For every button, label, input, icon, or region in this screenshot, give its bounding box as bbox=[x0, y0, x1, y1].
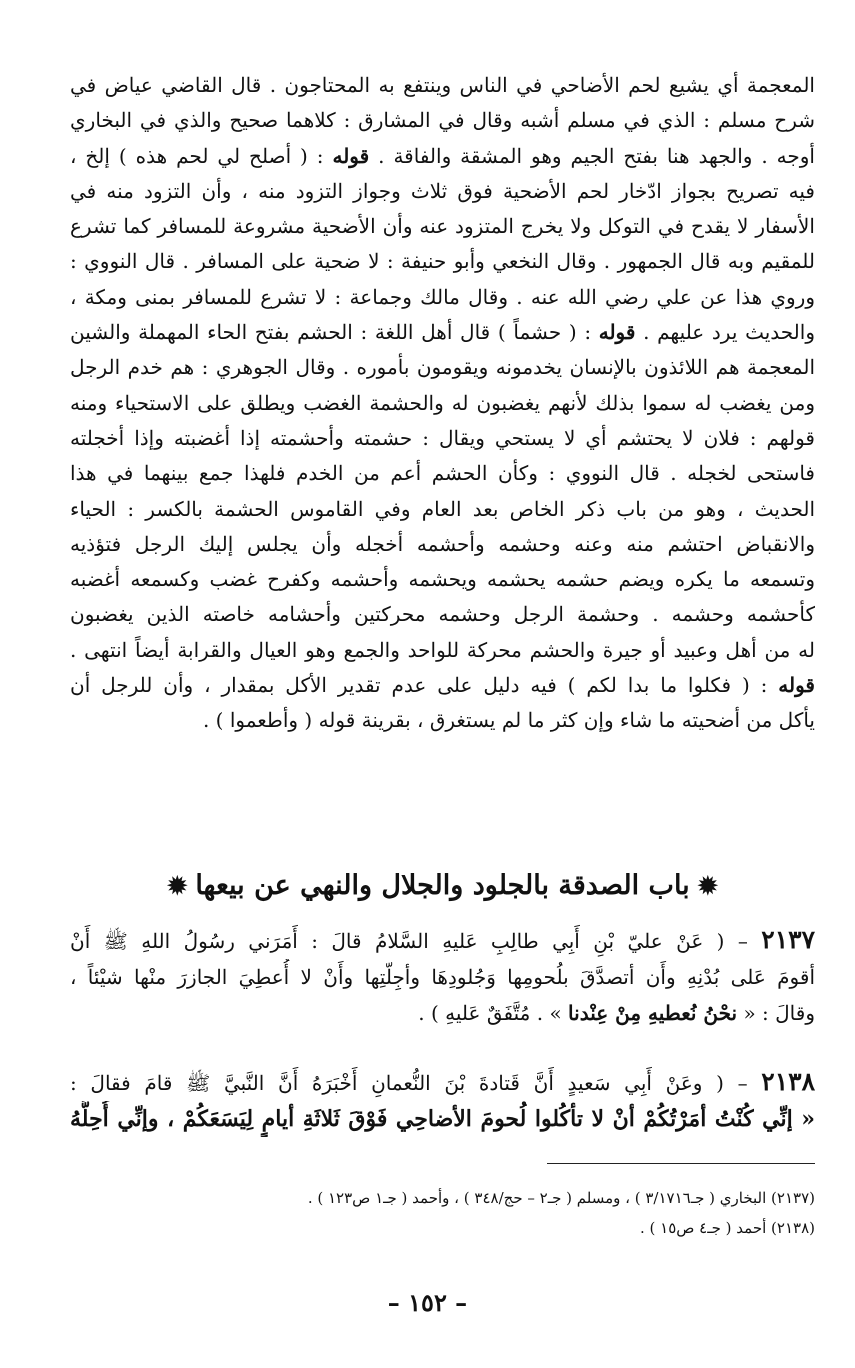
hadith-text: – ( وعَنْ أَبِي سَعيدٍ أَنَّ قَتادةَ بْنَ النُّعمانِ أَخْبَرَهُ أَنَّ النَّبيَّ ﷺ قامَ فقالَ : bbox=[70, 1071, 748, 1095]
star-ornament-icon: ✹ bbox=[167, 871, 188, 900]
hadith-text: – ( عَنْ عليّ بْنِ أَبِي طالِبِ عَليهِ السَّلامُ قالَ : أَمَرَني رسُولُ اللهِ ﷺ أَنْ bbox=[70, 929, 748, 953]
commentary-line: والانقباض احتشم منه وعنه وحشمه وأحشمه أخجله وأن يجلس إليك الرجل فتؤذيه bbox=[70, 531, 815, 556]
commentary-line: المعجمة أي يشيع لحم الأضاحي في الناس وينتفع به المحتاجون . قال القاضي عياض في bbox=[70, 73, 815, 97]
commentary-line: كأحشمه وحشمه . وحشمة الرجل وحشمه محركتين وأحشامه خاصته الذين يغضبون bbox=[70, 602, 815, 627]
keyword-qawluhu: قوله bbox=[332, 143, 370, 168]
hadith-line: أقومَ عَلى بُدْنِهِ وأَن أتصدَّقَ بلُحومِها وَجُلودِهَا وأجِلّتِها وأَنْ لا أُعطِيَ الجازرَ منْها شيْئاً ، bbox=[70, 965, 815, 989]
commentary-line: الأسفار لا يقدح في التوكل ولا يخرج المتزود عنه وأن الأضحية مشروعة للمسافر كما تشرع bbox=[70, 214, 815, 239]
keyword-qawluhu: قوله bbox=[598, 320, 636, 345]
commentary-line: المعجمة هم اللائذون بالإنسان يخدمونه ويقومون بأموره . وقال الجوهري : هم خدم الرجل bbox=[70, 355, 815, 380]
hadith-2138 bbox=[70, 1064, 815, 1137]
footnote: (٢١٣٧) البخاري ( جـ٣/١٧١٦ ) ، ومسلم ( جـ٢ – حج/٣٤٨ ) ، وأحمد ( جـ١ ص١٢٣ ) . bbox=[307, 1189, 815, 1207]
hadith-2137 bbox=[70, 922, 815, 1031]
commentary-text bbox=[70, 68, 815, 739]
commentary-line: قوله : ( فكلوا ما بدا لكم ) فيه دليل على عدم تقدير الأكل بمقدار ، وأن للرجل أن bbox=[70, 673, 815, 698]
commentary-line: وروي هذا عن علي رضي الله عنه . وقال مالك وجماعة : لا تشرع للمسافر بمنى ومكة ، bbox=[70, 284, 815, 309]
commentary-line: له من أهل وعبيد أو جيرة والحشم محركة للواحد والجمع وهو العيال والقرابة أيضاً انتهى . bbox=[70, 637, 815, 662]
commentary-line: فيه تصريح بجواز ادّخار لحم الأضحية فوق ثلاث وجواز التزود منه ، وأن التزود منه في bbox=[70, 178, 815, 203]
chapter-heading bbox=[70, 866, 815, 906]
hadith-line bbox=[70, 922, 815, 959]
commentary-line: شرح مسلم : الذي في مسلم أشبه وقال في المشارق : كلاهما صحيح والذي في البخاري bbox=[70, 108, 815, 133]
footnotes bbox=[70, 1183, 815, 1243]
commentary-line: أوجه . والجهد هنا بفتح الجيم وهو المشقة والفاقة . قوله : ( أصلح لي لحم هذه ) إلخ ، bbox=[70, 143, 815, 168]
hadith-line bbox=[70, 995, 815, 1031]
hadith-text: وقالَ : « bbox=[743, 1001, 815, 1025]
chapter-title: باب الصدقة بالجلود والجلال والنهي عن بيعها bbox=[195, 870, 690, 901]
page-number: – ١٥٢ – bbox=[387, 1288, 468, 1317]
commentary-line: والحديث يرد عليهم . قوله : ( حشماً ) قال أهل اللغة : الحشم بفتح الحاء المهملة والشين bbox=[70, 320, 815, 345]
star-ornament-icon: ✹ bbox=[697, 871, 718, 900]
commentary-line: يأكل من أضحيته ما شاء وإن كثر ما لم يستغرق ، بقرينة قوله ( وأطعموا ) . bbox=[202, 708, 815, 733]
footnote-divider bbox=[547, 1163, 815, 1164]
prophet-saying: نحْنُ نُعطيهِ مِنْ عِنْدنا bbox=[568, 1001, 738, 1025]
commentary-line: وتسمعه ما يكره ويضم حشمه يحشمه ويحشمه وأحشمه وكفرح غضب وكسمعه أغضبه bbox=[70, 567, 815, 592]
commentary-line: قولهم : فلان لا يحتشم أي لا يستحي ويقال : حشمته وأحشمته إذا أغضبته وإذا أخجلته bbox=[70, 425, 815, 450]
commentary-line: ومن يغضب له سموا بذلك لأنهم يغضبون له والحشمة الغضب ويطلق على الاستحياء ومنه bbox=[70, 390, 815, 415]
hadith-line bbox=[70, 1064, 815, 1101]
footnote: (٢١٣٨) أحمد ( جـ٤ ص١٥ ) . bbox=[639, 1219, 815, 1237]
hadith-number: ٢١٣٧ bbox=[761, 925, 815, 954]
hadith-number: ٢١٣٨ bbox=[761, 1067, 815, 1096]
keyword-qawluhu: قوله bbox=[778, 673, 815, 698]
commentary-line: فاستحى لخجله . قال النووي : وكأن الحشم أعم من الخدم فلهذا جمع بينهما في هذا bbox=[70, 461, 815, 486]
commentary-line: الحديث ، وهو من باب ذكر الخاص بعد العام وفي القاموس الحشمة بالكسر : الحياء bbox=[70, 496, 815, 521]
commentary-line: للمقيم وبه قال الجمهور . وقال النخعي وأبو حنيفة : لا ضحية على المسافر . قال النووي : bbox=[70, 249, 815, 274]
hadith-text: » . مُتَّفَقٌ عَليهِ ) . bbox=[418, 1001, 562, 1025]
prophet-saying: « إنِّي كُنْتُ أمَرْتُكُمْ أنْ لا تأكُلوا لُحومَ الأضاحِي فَوْقَ ثَلاثَةِ أيامٍ لِيَسَعَكُمْ ، وإنِّي أُحِلُّهُ bbox=[70, 1106, 815, 1132]
